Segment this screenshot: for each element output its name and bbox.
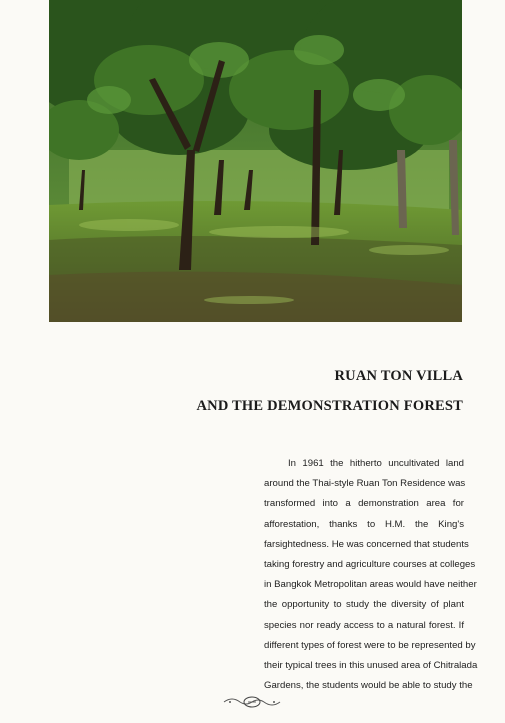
body-line: different types of forest were to be represented by <box>264 639 476 651</box>
body-line: taking forestry and agriculture courses at colleges <box>264 559 476 571</box>
body-line: around the Thai-style Ruan Ton Residence was <box>264 478 466 490</box>
body-line: in Bangkok Metropolitan areas would have neither <box>264 579 477 591</box>
body-line: Gardens, the students would be able to study the <box>264 680 473 692</box>
heading-line-2: AND THE DEMONSTRATION FOREST <box>196 398 463 414</box>
body-line: afforestation, thanks to H.M. the King's <box>264 518 464 530</box>
body-line: transformed into a demonstration area for <box>264 498 464 510</box>
body-paragraph <box>264 454 478 696</box>
body-line: species nor ready access to a natural forest. If <box>264 619 464 631</box>
heading-line-1: RUAN TON VILLA <box>334 368 463 384</box>
page-ornament-icon <box>222 693 282 711</box>
body-line: farsightedness. He was concerned that students <box>264 538 469 550</box>
body-line: the opportunity to study the diversity of plant <box>264 599 464 611</box>
forest-photo <box>49 0 462 322</box>
body-line: In 1961 the hitherto uncultivated land <box>288 458 464 469</box>
body-line: their typical trees in this unused area of Chitralada <box>264 660 478 672</box>
